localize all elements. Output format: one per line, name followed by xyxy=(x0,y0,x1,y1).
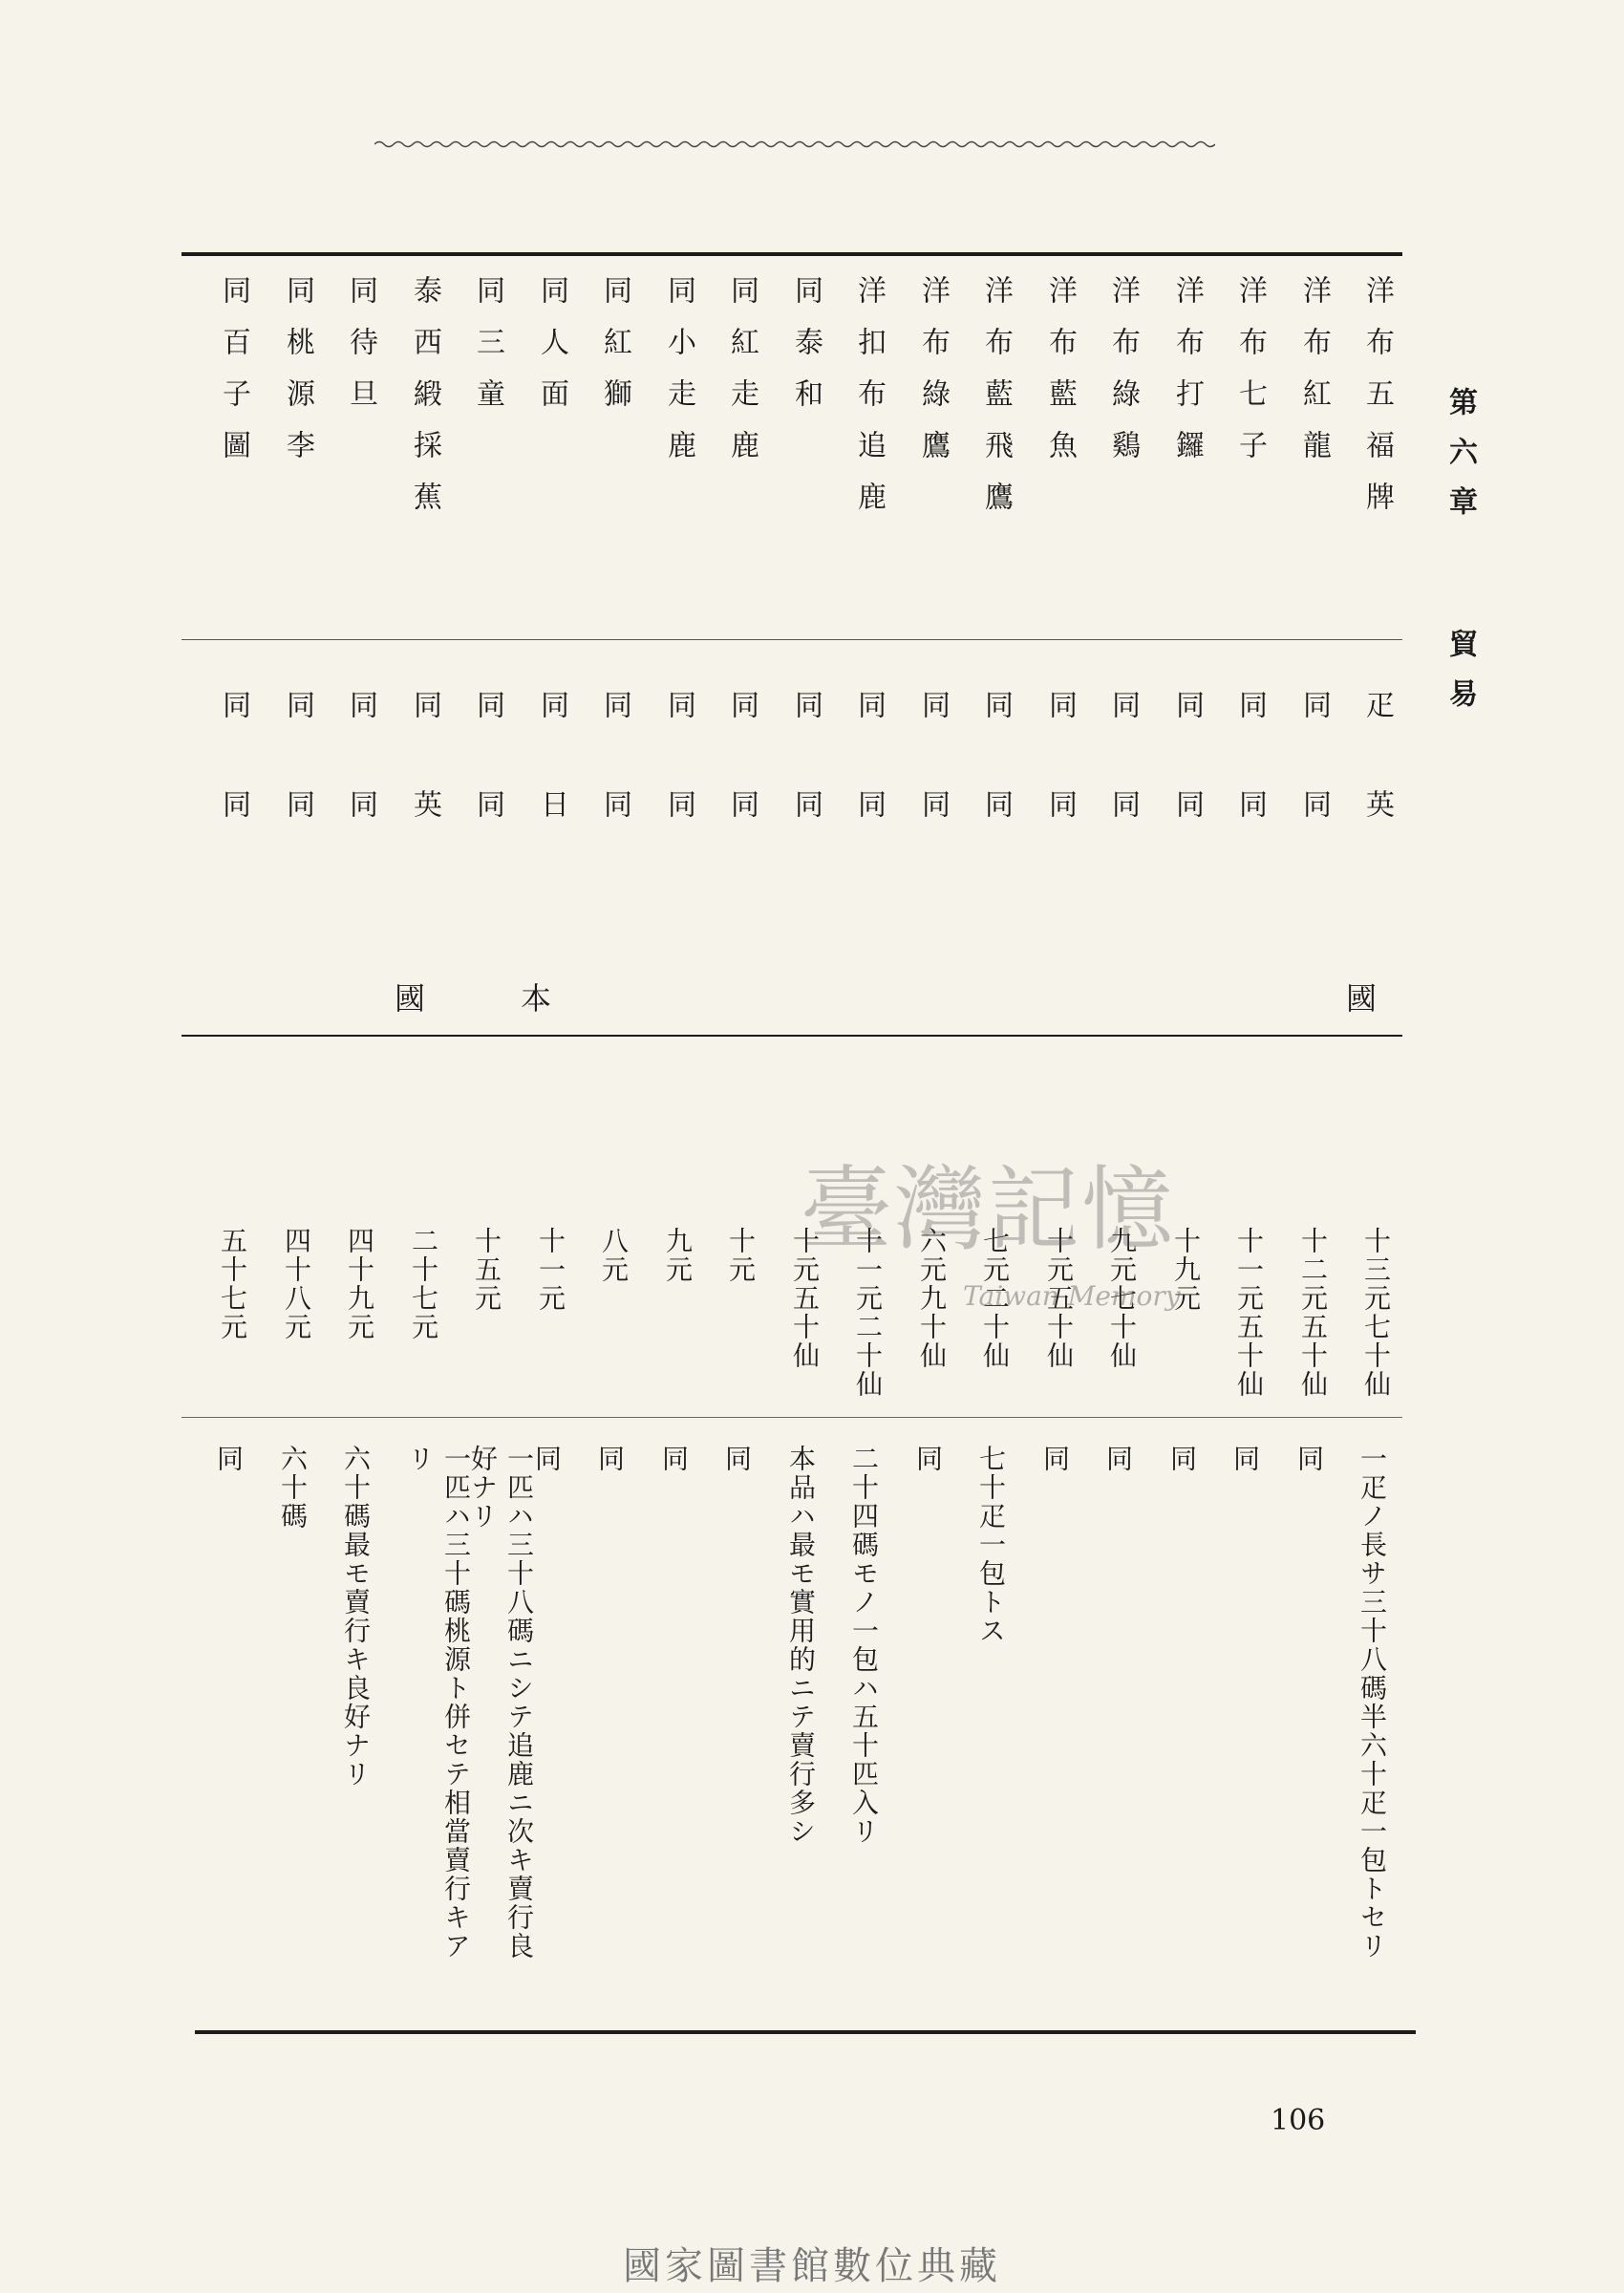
item-unit: 同 xyxy=(789,690,823,718)
item-remark xyxy=(651,1445,690,1473)
item-remark xyxy=(1159,1445,1198,1473)
item-name: 同小走鹿 xyxy=(662,275,695,482)
item-price: 十一元 xyxy=(535,1227,566,1313)
item-remark xyxy=(905,1445,944,1473)
rule-after-names xyxy=(182,639,1402,640)
item-origin: 同 xyxy=(1233,789,1267,818)
item-price: 十三元七十仙 xyxy=(1360,1227,1392,1399)
item-origin: 同 xyxy=(1297,789,1331,818)
item-remark xyxy=(587,1445,626,1473)
item-name: 洋布紅龍 xyxy=(1297,275,1331,482)
item-remark xyxy=(1349,1445,1388,1961)
item-unit: 同 xyxy=(281,690,314,718)
running-header xyxy=(1439,387,1481,728)
item-origin: 同 xyxy=(1106,789,1140,818)
remark-line: 同 xyxy=(721,1445,753,1473)
item-origin: 日 xyxy=(535,789,568,818)
remark-line: 一匹ハ三十八碼ニシテ追鹿ニ次キ賣行良 xyxy=(503,1445,535,1961)
item-origin: 同 xyxy=(344,789,377,818)
remark-line: 一疋ノ長サ三十八碼半六十疋一包トセリ xyxy=(1357,1445,1388,1961)
item-unit: 疋 xyxy=(1360,690,1394,718)
item-unit: 同 xyxy=(852,690,886,718)
item-price: 八元 xyxy=(598,1227,630,1284)
item-name: 洋布藍魚 xyxy=(1043,275,1077,482)
item-origin: 同 xyxy=(789,789,823,818)
remark-line: 六十碼 xyxy=(277,1445,309,1531)
item-remark xyxy=(1286,1445,1325,1473)
item-origin: 同 xyxy=(662,789,695,818)
watermark-logo: 臺灣記憶 xyxy=(801,1156,1175,1263)
remark-line: リ xyxy=(404,1445,436,1473)
remark-line: 同 xyxy=(658,1445,690,1473)
item-remark xyxy=(968,1445,1007,1645)
item-price: 二十七元 xyxy=(408,1227,439,1341)
top-wavy-divider xyxy=(374,139,1215,149)
footer-credit: 國家圖書館數位典藏 xyxy=(623,2244,1001,2288)
rule-after-price xyxy=(182,1417,1402,1418)
chapter-subject: 貿易 xyxy=(1443,629,1477,728)
item-name: 洋布七子 xyxy=(1233,275,1267,482)
remark-line: 同 xyxy=(531,1445,563,1473)
remark-line: 好ナリ xyxy=(467,1445,499,1531)
item-remark xyxy=(778,1445,817,1846)
item-unit: 同 xyxy=(1233,690,1267,718)
item-name: 同泰和 xyxy=(789,275,823,430)
item-name: 同待旦 xyxy=(344,275,377,430)
item-origin: 同 xyxy=(598,789,631,818)
remark-line: 同 xyxy=(1039,1445,1071,1473)
item-price: 十一元五十仙 xyxy=(1233,1227,1265,1399)
item-origin: 同 xyxy=(1170,789,1204,818)
item-name: 同人面 xyxy=(535,275,568,430)
item-unit: 同 xyxy=(1170,690,1204,718)
item-remark xyxy=(1032,1445,1071,1473)
item-name: 洋布五福牌 xyxy=(1360,275,1394,533)
rule-after-origin xyxy=(182,1035,1402,1037)
item-price: 七元二十仙 xyxy=(979,1227,1011,1370)
item-unit: 同 xyxy=(471,690,504,718)
item-unit: 同 xyxy=(408,690,441,718)
item-name: 同紅走鹿 xyxy=(725,275,759,482)
item-price: 九元 xyxy=(662,1227,694,1284)
item-origin: 同 xyxy=(979,789,1013,818)
item-name: 洋布綠鷹 xyxy=(916,275,950,482)
table-top-rule xyxy=(182,252,1402,256)
item-price: 四十九元 xyxy=(344,1227,375,1341)
remark-line: 同 xyxy=(1102,1445,1134,1473)
remark-line: 六十碼最モ賣行キ良好ナリ xyxy=(340,1445,372,1789)
item-origin: 同 xyxy=(281,789,314,818)
item-remark xyxy=(714,1445,753,1473)
item-price: 十元五十仙 xyxy=(1043,1227,1075,1370)
page-number: 106 xyxy=(1271,2104,1326,2137)
item-price: 十二元五十仙 xyxy=(1297,1227,1329,1399)
item-price: 十元五十仙 xyxy=(789,1227,821,1370)
item-unit: 同 xyxy=(344,690,377,718)
item-price: 十九元 xyxy=(1170,1227,1202,1313)
item-unit: 同 xyxy=(1043,690,1077,718)
item-price: 十元 xyxy=(725,1227,757,1284)
item-origin: 同 xyxy=(852,789,886,818)
remark-line: 七十疋一包トス xyxy=(975,1445,1007,1645)
item-price: 九元七十仙 xyxy=(1106,1227,1138,1370)
item-name: 同桃源李 xyxy=(281,275,314,482)
item-unit: 同 xyxy=(217,690,250,718)
remark-line: 同 xyxy=(1293,1445,1325,1473)
item-unit: 同 xyxy=(598,690,631,718)
item-unit: 同 xyxy=(662,690,695,718)
item-unit: 同 xyxy=(979,690,1013,718)
remark-line: 二十四碼モノ一包ハ五十匹入リ xyxy=(848,1445,880,1846)
remark-line: 同 xyxy=(912,1445,944,1473)
item-price: 十一元二十仙 xyxy=(852,1227,884,1399)
item-origin: 英 xyxy=(1360,789,1394,818)
item-price: 五十七元 xyxy=(217,1227,248,1341)
item-unit: 同 xyxy=(1106,690,1140,718)
item-price: 四十八元 xyxy=(281,1227,312,1341)
item-remark xyxy=(841,1445,880,1846)
item-remark xyxy=(269,1445,309,1531)
remark-line: 同 xyxy=(1166,1445,1198,1473)
item-origin: 同 xyxy=(1043,789,1077,818)
item-origin: 同 xyxy=(471,789,504,818)
item-name: 泰西緞採蕉 xyxy=(408,275,441,533)
item-name: 同百子圖 xyxy=(217,275,250,482)
item-remark xyxy=(1095,1445,1134,1473)
item-name: 洋布打鑼 xyxy=(1170,275,1204,482)
item-origin: 同 xyxy=(916,789,950,818)
country-label-mid2: 國 xyxy=(395,980,426,1017)
item-remark xyxy=(332,1445,372,1789)
country-label-mid1: 本 xyxy=(521,980,552,1017)
item-price: 十五元 xyxy=(471,1227,502,1313)
item-unit: 同 xyxy=(725,690,759,718)
item-unit: 同 xyxy=(916,690,950,718)
item-remark xyxy=(205,1445,245,1473)
item-price: 六元九十仙 xyxy=(916,1227,948,1370)
remark-line: 同 xyxy=(594,1445,626,1473)
item-name: 同三童 xyxy=(471,275,504,430)
item-remark xyxy=(1222,1445,1261,1473)
item-name: 同紅獅 xyxy=(598,275,631,430)
table-bottom-rule xyxy=(195,2030,1416,2034)
item-name: 洋布綠鷄 xyxy=(1106,275,1140,482)
item-remark xyxy=(396,1445,472,1961)
chapter-label: 第六章 xyxy=(1443,387,1477,536)
item-origin: 同 xyxy=(725,789,759,818)
item-name: 洋布藍飛鷹 xyxy=(979,275,1013,533)
item-name: 洋扣布追鹿 xyxy=(852,275,886,533)
item-origin: 同 xyxy=(217,789,250,818)
remark-line: 同 xyxy=(1229,1445,1261,1473)
item-unit: 同 xyxy=(535,690,568,718)
watermark-subtitle: Taiwan Memory xyxy=(963,1280,1181,1312)
country-label-right: 國 xyxy=(1346,980,1378,1017)
item-unit: 同 xyxy=(1297,690,1331,718)
remark-line: 同 xyxy=(213,1445,245,1473)
remark-line: 本品ハ最モ實用的ニテ賣行多シ xyxy=(785,1445,817,1846)
remark-line: 一匹ハ三十碼桃源ト併セテ相當賣行キア xyxy=(440,1445,472,1961)
item-origin: 英 xyxy=(408,789,441,818)
